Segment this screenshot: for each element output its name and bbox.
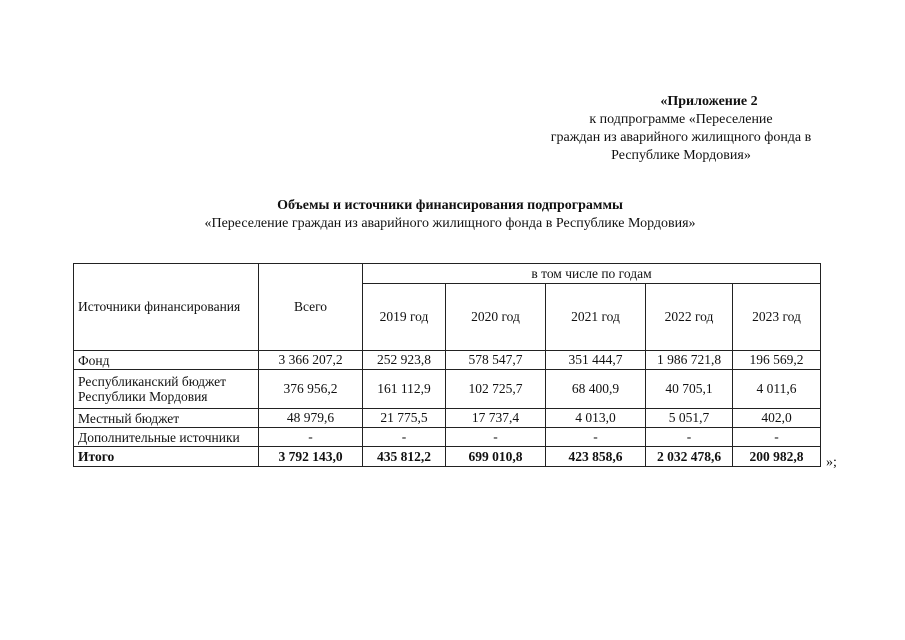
header-year-2023: 2023 год xyxy=(733,284,821,351)
row-total: 3 792 143,0 xyxy=(259,447,363,467)
row-source: Итого xyxy=(74,447,259,467)
row-value-2019: 252 923,8 xyxy=(363,351,446,370)
table-row xyxy=(74,370,821,409)
row-value-2021: 423 858,6 xyxy=(546,447,646,467)
title-bold: Объемы и источники финансирования подпрограммы xyxy=(277,198,623,213)
header-source: Источники финансирования xyxy=(74,264,259,351)
row-total: 3 366 207,2 xyxy=(259,351,363,370)
header-year-2022: 2022 год xyxy=(646,284,733,351)
row-value-2021: - xyxy=(546,428,646,447)
appendix-heading: «Приложение 2 xyxy=(660,94,758,109)
row-value-2022: 2 032 478,6 xyxy=(646,447,733,467)
table-row xyxy=(74,409,821,428)
row-total: 48 979,6 xyxy=(259,409,363,428)
row-value-2021: 68 400,9 xyxy=(546,370,646,409)
row-value-2023: 4 011,6 xyxy=(733,370,821,409)
appendix-line-1: к подпрограмме «Переселение xyxy=(589,112,773,127)
header-years-group: в том числе по годам xyxy=(363,264,821,284)
row-total: 376 956,2 xyxy=(259,370,363,409)
header-year-2021: 2021 год xyxy=(546,284,646,351)
row-source: Местный бюджет xyxy=(74,409,259,428)
row-value-2020: 699 010,8 xyxy=(446,447,546,467)
table-row xyxy=(74,428,821,447)
closing-quote: »; xyxy=(826,455,837,470)
row-value-2023: 196 569,2 xyxy=(733,351,821,370)
row-value-2023: 402,0 xyxy=(733,409,821,428)
table-row-total xyxy=(74,447,821,467)
row-value-2023: - xyxy=(733,428,821,447)
row-value-2022: 40 705,1 xyxy=(646,370,733,409)
row-value-2019: 21 775,5 xyxy=(363,409,446,428)
row-value-2020: - xyxy=(446,428,546,447)
header-year-2020: 2020 год xyxy=(446,284,546,351)
header-year-2019: 2019 год xyxy=(363,284,446,351)
row-total: - xyxy=(259,428,363,447)
appendix-line-3: Республике Мордовия» xyxy=(611,148,751,163)
row-value-2022: 5 051,7 xyxy=(646,409,733,428)
row-value-2021: 351 444,7 xyxy=(546,351,646,370)
financing-table xyxy=(73,263,821,467)
row-value-2023: 200 982,8 xyxy=(733,447,821,467)
row-value-2022: - xyxy=(646,428,733,447)
row-value-2020: 578 547,7 xyxy=(446,351,546,370)
row-value-2021: 4 013,0 xyxy=(546,409,646,428)
document-title xyxy=(60,197,840,233)
row-source: Республиканский бюджет Республики Мордовия xyxy=(74,370,259,409)
row-value-2019: - xyxy=(363,428,446,447)
title-subtitle: «Переселение граждан из аварийного жилищного фонда в Республике Мордовия» xyxy=(204,216,696,231)
row-value-2022: 1 986 721,8 xyxy=(646,351,733,370)
row-value-2020: 17 737,4 xyxy=(446,409,546,428)
header-total: Всего xyxy=(259,264,363,351)
appendix-line-2: граждан из аварийного жилищного фонда в xyxy=(550,130,812,145)
row-value-2019: 435 812,2 xyxy=(363,447,446,467)
appendix-header xyxy=(520,93,842,165)
row-value-2020: 102 725,7 xyxy=(446,370,546,409)
row-source: Фонд xyxy=(74,351,259,370)
row-source: Дополнительные источники xyxy=(74,428,259,447)
table-row xyxy=(74,351,821,370)
row-value-2019: 161 112,9 xyxy=(363,370,446,409)
